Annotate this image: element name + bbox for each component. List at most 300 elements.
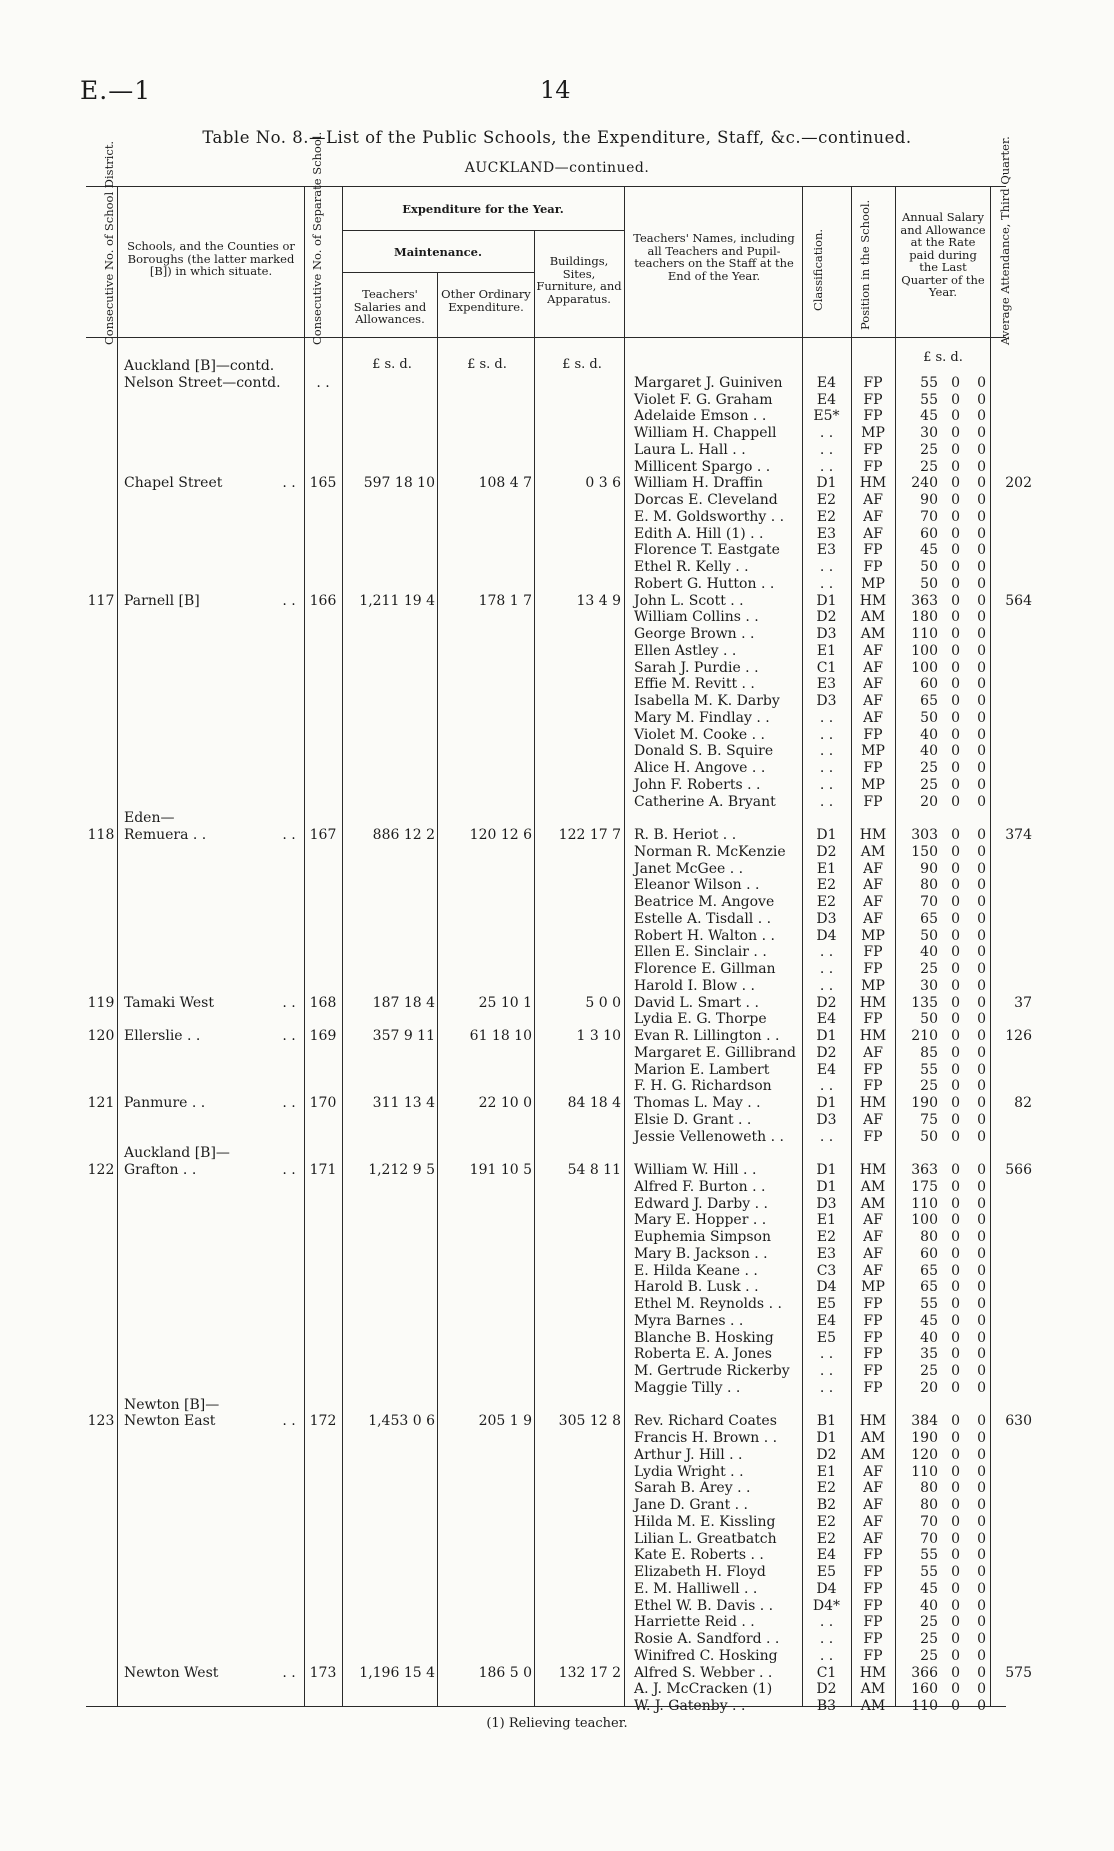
position: AF [863, 1262, 883, 1279]
position: AM [860, 1178, 886, 1195]
classification: . . [819, 559, 834, 575]
teacher-name: Mary E. Hopper . . [634, 1212, 767, 1229]
classification: D1 [816, 1095, 837, 1111]
salary-pounds: 110 [911, 626, 938, 642]
header-salaries: Teachers' Salaries and Allowances. [353, 287, 427, 326]
salary-shillings: 0 [951, 994, 960, 1011]
table-row [0, 643, 1114, 660]
table-row [0, 794, 1114, 811]
district-no: 120 [87, 1028, 115, 1044]
salary-pence: 0 [977, 1580, 986, 1597]
salary-pounds: 40 [920, 743, 938, 760]
salary-pence: 0 [977, 1497, 986, 1513]
table-row [0, 1547, 1114, 1564]
classification: . . [819, 760, 834, 776]
salary-shillings: 0 [951, 1547, 960, 1564]
salary-shillings: 0 [951, 1580, 960, 1597]
classification: . . [819, 726, 834, 743]
buildings-amount: 0 3 6 [585, 475, 621, 492]
table-row [0, 593, 1114, 610]
salary-pounds: 55 [920, 1061, 938, 1078]
salary-pounds: 65 [920, 910, 938, 927]
classification: E4 [816, 1547, 837, 1564]
salary-shillings: 0 [951, 659, 960, 676]
table-row [0, 877, 1114, 894]
classification: E3 [816, 542, 837, 559]
salary-shillings: 0 [951, 374, 960, 391]
classification: D1 [816, 1162, 837, 1178]
salary-pounds: 60 [920, 676, 938, 693]
position: AF [863, 860, 883, 877]
table-row [0, 1179, 1114, 1196]
district-no: 121 [87, 1095, 115, 1111]
salary-shillings: 0 [951, 1698, 960, 1714]
salary-pounds: 25 [920, 1647, 938, 1664]
school-name: Chapel Street [124, 475, 223, 492]
buildings-amount: 122 17 7 [558, 827, 621, 843]
district-no: 117 [87, 592, 115, 609]
position: HM [859, 1028, 887, 1044]
salary-shillings: 0 [951, 1078, 960, 1095]
salary-pence: 0 [977, 961, 986, 977]
salary-pounds: 25 [920, 1078, 938, 1095]
table-row [0, 1129, 1114, 1146]
position: AM [860, 1446, 886, 1463]
table-row [0, 693, 1114, 710]
table-row [0, 1581, 1114, 1598]
position: FP [863, 1363, 883, 1379]
page-number: 14 [540, 76, 571, 104]
teacher-name: Ethel W. B. Davis . . [634, 1597, 774, 1614]
classification: E1 [816, 860, 837, 877]
position: FP [863, 1296, 883, 1312]
classification: . . [819, 458, 834, 475]
salary-shillings: 0 [951, 1028, 960, 1044]
salary-pounds: 50 [920, 1011, 938, 1028]
school-no: 172 [309, 1413, 337, 1430]
salary-pounds: 100 [911, 642, 938, 659]
header-teachers: Teachers' Names, including all Teachers and Pupil-teachers on the Staff at the End of the Year. [633, 231, 795, 283]
salary-pence: 0 [977, 1564, 986, 1580]
table-row [0, 827, 1114, 844]
table-row [0, 609, 1114, 626]
position: AM [860, 609, 886, 626]
teacher-name: Evan R. Lillington . . [634, 1028, 780, 1044]
teacher-name: Blanche B. Hosking [634, 1329, 774, 1346]
salaries-amount: 1,196 15 4 [359, 1664, 435, 1681]
teacher-name: Beatrice M. Angove [634, 894, 775, 910]
teacher-name: Winifred C. Hosking [634, 1647, 778, 1664]
salary-pence: 0 [977, 1111, 986, 1128]
position: AM [860, 843, 886, 860]
classification: . . [819, 776, 834, 793]
salary-pence: 0 [977, 910, 986, 927]
salary-shillings: 0 [951, 961, 960, 977]
salary-pounds: 55 [920, 374, 938, 391]
classification: . . [819, 575, 834, 592]
salary-shillings: 0 [951, 559, 960, 575]
classification: . . [819, 961, 834, 977]
salary-pence: 0 [977, 609, 986, 626]
buildings-amount: 54 8 11 [567, 1162, 621, 1178]
salaries-amount: 357 9 11 [372, 1028, 435, 1044]
salary-pounds: 30 [920, 425, 938, 441]
classification: D2 [816, 843, 837, 860]
classification: . . [819, 1346, 834, 1363]
classification: D3 [816, 1111, 837, 1128]
position: HM [859, 994, 887, 1011]
salary-pounds: 40 [920, 726, 938, 743]
teacher-name: Florence T. Eastgate [634, 542, 780, 559]
salary-pence: 0 [977, 860, 986, 877]
school-name: Parnell [B] [124, 592, 200, 609]
header-position: Position in the School. [858, 199, 872, 330]
school-leader-dots: . . [282, 475, 296, 492]
salary-pounds: 30 [920, 977, 938, 994]
salary-pounds: 366 [911, 1664, 938, 1681]
table-row [0, 861, 1114, 878]
teacher-name: Mary B. Jackson . . [634, 1245, 768, 1262]
classification: D1 [816, 1430, 837, 1446]
position: FP [863, 441, 883, 458]
school-name: Auckland [B]—contd. [124, 358, 275, 374]
table-row [0, 626, 1114, 643]
classification: E4 [816, 1312, 837, 1329]
salary-pounds: 70 [920, 1530, 938, 1547]
teacher-name: Eleanor Wilson . . [634, 877, 760, 894]
salary-pence: 0 [977, 894, 986, 910]
position: FP [863, 1597, 883, 1614]
units-salaries: £ s. d. [372, 357, 412, 372]
position: AF [863, 1245, 883, 1262]
school-name: Auckland [B]— [124, 1145, 230, 1162]
position: MP [861, 776, 885, 793]
table-row [0, 576, 1114, 593]
teacher-name: Effie M. Revitt . . [634, 676, 755, 693]
header-classification: Classification. [811, 228, 825, 312]
salary-pence: 0 [977, 944, 986, 961]
salary-pence: 0 [977, 1547, 986, 1564]
table-row [0, 978, 1114, 995]
average-attendance: 202 [1005, 475, 1032, 492]
salary-pence: 0 [977, 1363, 986, 1379]
school-name: Ellerslie . . [124, 1028, 201, 1044]
position: AM [860, 1430, 886, 1446]
classification: C3 [816, 1262, 837, 1279]
position: AF [863, 508, 883, 525]
teacher-name: Violet M. Cooke . . [634, 726, 765, 743]
salary-pence: 0 [977, 1245, 986, 1262]
salary-pence: 0 [977, 1664, 986, 1681]
buildings-amount: 13 4 9 [576, 592, 621, 609]
classification: E2 [816, 1513, 837, 1530]
classification: E4 [816, 374, 837, 391]
buildings-amount: 132 17 2 [558, 1664, 621, 1681]
header-annual-salary: Annual Salary and Allowance at the Rate paid during the Last Quarter of the Year. [900, 210, 986, 299]
salary-pence: 0 [977, 1312, 986, 1329]
salary-shillings: 0 [951, 1178, 960, 1195]
table-row [0, 1145, 1114, 1162]
salary-pounds: 50 [920, 927, 938, 944]
teacher-name: Rosie A. Sandford . . [634, 1631, 780, 1647]
salary-pounds: 20 [920, 1379, 938, 1396]
salary-pounds: 363 [911, 1162, 938, 1178]
other-expenditure-amount: 186 5 0 [478, 1664, 532, 1681]
salary-pence: 0 [977, 441, 986, 458]
teacher-name: William Collins . . [634, 609, 759, 626]
teacher-name: E. M. Goldsworthy . . [634, 508, 785, 525]
salary-shillings: 0 [951, 709, 960, 726]
salary-pounds: 80 [920, 1480, 938, 1497]
table-row [0, 961, 1114, 978]
teacher-name: Dorcas E. Cleveland [634, 492, 778, 508]
salary-pounds: 80 [920, 1229, 938, 1245]
other-expenditure-amount: 108 4 7 [478, 475, 532, 492]
teacher-name: Kate E. Roberts . . [634, 1547, 764, 1564]
table-row [0, 1045, 1114, 1062]
salary-pence: 0 [977, 1095, 986, 1111]
table-row [0, 526, 1114, 543]
teacher-name: R. B. Heriot . . [634, 827, 737, 843]
classification: D4 [816, 1580, 837, 1597]
salary-shillings: 0 [951, 1363, 960, 1379]
position: FP [863, 944, 883, 961]
other-expenditure-amount: 61 18 10 [469, 1028, 532, 1044]
classification: . . [819, 793, 834, 810]
table-row [0, 1681, 1114, 1698]
classification: . . [819, 1647, 834, 1664]
table-row [0, 1430, 1114, 1447]
table-row [0, 1028, 1114, 1045]
salary-shillings: 0 [951, 1430, 960, 1446]
salary-pounds: 100 [911, 1212, 938, 1229]
teacher-name: Harold B. Lusk . . [634, 1279, 759, 1296]
classification: E4 [816, 1061, 837, 1078]
header-district-no: Consecutive No. of School District. [102, 140, 116, 345]
classification: E2 [816, 492, 837, 508]
teacher-name: Euphemia Simpson [634, 1229, 771, 1245]
salary-pence: 0 [977, 1379, 986, 1396]
teacher-name: Elsie D. Grant . . [634, 1111, 752, 1128]
salary-pounds: 50 [920, 1128, 938, 1145]
teacher-name: Ethel R. Kelly . . [634, 559, 749, 575]
salary-shillings: 0 [951, 642, 960, 659]
salary-shillings: 0 [951, 441, 960, 458]
classification: . . [819, 944, 834, 961]
salary-pence: 0 [977, 525, 986, 542]
position: MP [861, 1279, 885, 1296]
salary-pence: 0 [977, 743, 986, 760]
salary-pounds: 40 [920, 1329, 938, 1346]
position: MP [861, 575, 885, 592]
teacher-name: Donald S. B. Squire [634, 743, 774, 760]
salary-shillings: 0 [951, 877, 960, 894]
position: FP [863, 559, 883, 575]
position: FP [863, 1614, 883, 1631]
salary-pounds: 45 [920, 542, 938, 559]
position: AF [863, 1463, 883, 1480]
school-name: Newton West [124, 1664, 219, 1681]
salary-pence: 0 [977, 1162, 986, 1178]
average-attendance: 566 [1005, 1162, 1032, 1178]
header-attendance: Average Attendance, Third Quarter. [998, 136, 1012, 345]
table-row [0, 1480, 1114, 1497]
classification: E4 [816, 1011, 837, 1028]
salary-pence: 0 [977, 676, 986, 693]
teacher-name: Arthur J. Hill . . [634, 1446, 743, 1463]
table-row [0, 509, 1114, 526]
salary-pounds: 70 [920, 894, 938, 910]
teacher-name: David L. Smart . . [634, 994, 759, 1011]
teacher-name: Janet McGee . . [634, 860, 744, 877]
classification: E1 [816, 1212, 837, 1229]
table-row [0, 542, 1114, 559]
school-leader-dots: . . [282, 592, 296, 609]
position: AF [863, 676, 883, 693]
salary-shillings: 0 [951, 1564, 960, 1580]
table-row [0, 459, 1114, 476]
salary-shillings: 0 [951, 1245, 960, 1262]
salary-pounds: 190 [911, 1095, 938, 1111]
table-row [0, 1112, 1114, 1129]
position: AM [860, 1195, 886, 1212]
classification: E1 [816, 642, 837, 659]
salaries-amount: 886 12 2 [372, 827, 435, 843]
classification: . . [819, 977, 834, 994]
salary-shillings: 0 [951, 793, 960, 810]
salary-pounds: 55 [920, 1564, 938, 1580]
salary-pounds: 50 [920, 709, 938, 726]
salary-shillings: 0 [951, 1379, 960, 1396]
units-other: £ s. d. [467, 357, 507, 372]
other-expenditure-amount: 25 10 1 [478, 994, 532, 1011]
salary-shillings: 0 [951, 1044, 960, 1061]
school-no: 173 [309, 1664, 337, 1681]
table-row [0, 944, 1114, 961]
position: FP [863, 1061, 883, 1078]
salary-shillings: 0 [951, 944, 960, 961]
salary-pence: 0 [977, 877, 986, 894]
expenditure-rule [342, 230, 624, 231]
salary-shillings: 0 [951, 1513, 960, 1530]
classification: E2 [816, 1480, 837, 1497]
salary-pounds: 25 [920, 776, 938, 793]
classification: E3 [816, 525, 837, 542]
salary-pence: 0 [977, 1028, 986, 1044]
table-row [0, 1229, 1114, 1246]
school-no: 169 [309, 1028, 337, 1044]
classification: E5 [816, 1564, 837, 1580]
salary-pence: 0 [977, 626, 986, 642]
salaries-amount: 1,212 9 5 [368, 1162, 435, 1178]
position: FP [863, 408, 883, 425]
header-bottom-rule [86, 337, 1006, 338]
classification: E1 [816, 1463, 837, 1480]
salary-pence: 0 [977, 827, 986, 843]
position: HM [859, 1095, 887, 1111]
salary-pence: 0 [977, 977, 986, 994]
table-row [0, 1011, 1114, 1028]
classification: D4 [816, 1279, 837, 1296]
salary-shillings: 0 [951, 1011, 960, 1028]
salary-shillings: 0 [951, 609, 960, 626]
salary-shillings: 0 [951, 1312, 960, 1329]
position: AM [860, 1698, 886, 1714]
salary-pence: 0 [977, 1229, 986, 1245]
position: AF [863, 894, 883, 910]
teacher-name: William W. Hill . . [634, 1162, 757, 1178]
classification: D1 [816, 592, 837, 609]
teacher-name: Florence E. Gillman [634, 961, 776, 977]
salary-pounds: 240 [911, 475, 938, 492]
salary-shillings: 0 [951, 475, 960, 492]
salary-shillings: 0 [951, 1480, 960, 1497]
salary-pounds: 65 [920, 1262, 938, 1279]
school-leader-dots: . . [282, 1162, 296, 1178]
header-top-rule [86, 186, 1006, 187]
classification: E4 [816, 391, 837, 408]
teacher-name: John L. Scott . . [634, 592, 744, 609]
classification: E5* [813, 408, 840, 425]
salary-pence: 0 [977, 726, 986, 743]
table-row [0, 1279, 1114, 1296]
table-bottom-rule [86, 1706, 1006, 1707]
salary-pounds: 80 [920, 877, 938, 894]
salary-shillings: 0 [951, 743, 960, 760]
salary-shillings: 0 [951, 425, 960, 441]
salary-pence: 0 [977, 1480, 986, 1497]
position: AF [863, 1111, 883, 1128]
teacher-name: Margaret J. Guiniven [634, 374, 783, 391]
classification: D2 [816, 1446, 837, 1463]
salary-shillings: 0 [951, 1647, 960, 1664]
position: AF [863, 709, 883, 726]
table-row [0, 1497, 1114, 1514]
salary-shillings: 0 [951, 1413, 960, 1430]
position: FP [863, 726, 883, 743]
table-row [0, 1598, 1114, 1615]
table-row [0, 676, 1114, 693]
salary-pounds: 45 [920, 408, 938, 425]
teacher-name: Catherine A. Bryant [634, 793, 776, 810]
teacher-name: Alice H. Angove . . [634, 760, 766, 776]
salaries-amount: 187 18 4 [372, 994, 435, 1011]
position: FP [863, 542, 883, 559]
salary-pence: 0 [977, 994, 986, 1011]
other-expenditure-amount: 191 10 5 [469, 1162, 532, 1178]
salary-pence: 0 [977, 559, 986, 575]
salary-shillings: 0 [951, 1614, 960, 1631]
salary-pounds: 90 [920, 492, 938, 508]
salary-pounds: 100 [911, 659, 938, 676]
salary-pence: 0 [977, 592, 986, 609]
table-title: Table No. 8.—List of the Public Schools, the Expenditure, Staff, &c.—continued. [202, 128, 912, 147]
classification: D2 [816, 994, 837, 1011]
salary-pence: 0 [977, 1061, 986, 1078]
salary-pounds: 180 [911, 609, 938, 626]
salary-pounds: 210 [911, 1028, 938, 1044]
table-row [0, 1648, 1114, 1665]
teacher-name: Mary M. Findlay . . [634, 709, 770, 726]
table-row [0, 660, 1114, 677]
salary-pounds: 303 [911, 827, 938, 843]
salary-shillings: 0 [951, 1162, 960, 1178]
salary-pounds: 85 [920, 1044, 938, 1061]
teacher-name: E. M. Halliwell . . [634, 1580, 758, 1597]
salary-pence: 0 [977, 659, 986, 676]
position: AF [863, 910, 883, 927]
header-maintenance: Maintenance. [393, 245, 483, 259]
